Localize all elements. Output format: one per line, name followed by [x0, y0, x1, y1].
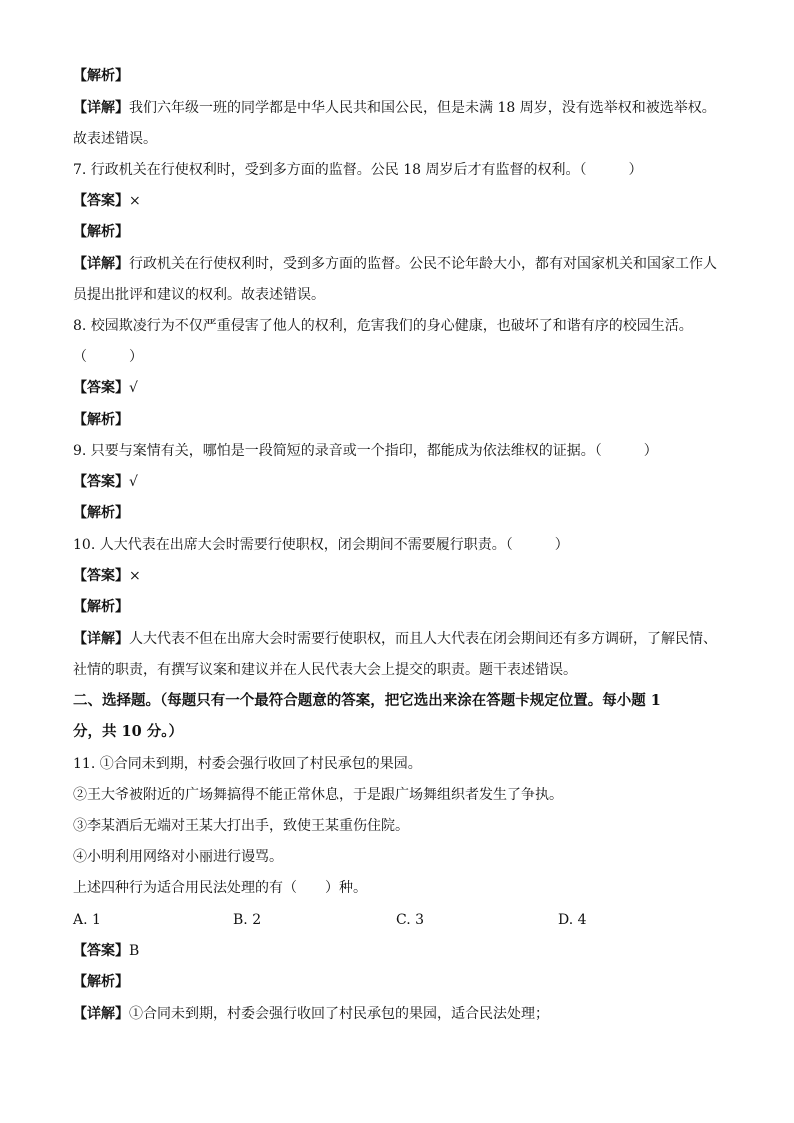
section-heading-continued: 分，共 10 分。）	[73, 723, 184, 740]
detail-line: 【详解】①合同未到期，村委会强行收回了村民承包的果园，适合民法处理；	[73, 1006, 549, 1022]
detail-line-continued: 故表述错误。	[73, 131, 157, 147]
detail-line-continued: 员提出批评和建议的权利。故表述错误。	[73, 287, 325, 303]
detail-line-continued: 社情的职责，有撰写议案和建议并在人民代表大会上提交的职责。题干表述错误。	[73, 662, 577, 678]
option-a: A. 1	[73, 912, 101, 928]
question-11-stem: 11. ①合同未到期，村委会强行收回了村民承包的果园。	[73, 756, 422, 772]
analysis-label: 【解析】	[73, 505, 129, 521]
question-8: 8. 校园欺凌行为不仅严重侵害了他人的权利，危害我们的身心健康，也破坏了和谐有序的校园生活。	[73, 318, 693, 334]
analysis-label: 【解析】	[73, 974, 129, 990]
question-9: 9. 只要与案情有关，哪怕是一段简短的录音或一个指印，都能成为依法维权的证据。（ ）	[73, 443, 658, 459]
option-b: B. 2	[233, 912, 262, 928]
question-7: 7. 行政机关在行使权利时，受到多方面的监督。公民 18 周岁后才有监督的权利。（ ）	[73, 162, 643, 178]
analysis-label: 【解析】	[73, 224, 129, 240]
option-c: C. 3	[396, 912, 425, 928]
detail-line: 【详解】人大代表不但在出席大会时需要行使职权，而且人大代表在闭会期间还有多方调研，了解民情、	[73, 631, 717, 647]
answer-line: 【答案】×	[73, 568, 141, 584]
detail-line: 【详解】我们六年级一班的同学都是中华人民共和国公民，但是未满 18 周岁，没有选举权和被选举权。	[73, 100, 716, 116]
question-8-paren: （ ）	[73, 349, 143, 365]
section-heading: 二、选择题。（每题只有一个最符合题意的答案，把它选出来涂在答题卡规定位置。每小题 1	[73, 692, 661, 709]
answer-line: 【答案】B	[73, 943, 140, 959]
question-11-item-4: ④小明利用网络对小丽进行谩骂。	[73, 849, 283, 865]
answer-line: 【答案】√	[73, 474, 138, 490]
option-d: D. 4	[558, 912, 587, 928]
analysis-label: 【解析】	[73, 599, 129, 615]
answer-line: 【答案】×	[73, 193, 141, 209]
analysis-label: 【解析】	[73, 412, 129, 428]
question-11-item-3: ③李某酒后无端对王某大打出手，致使王某重伤住院。	[73, 818, 409, 834]
question-11-question: 上述四种行为适合用民法处理的有（ ）种。	[73, 880, 367, 896]
analysis-label: 【解析】	[73, 68, 129, 84]
question-11-item-2: ②王大爷被附近的广场舞搞得不能正常休息，于是跟广场舞组织者发生了争执。	[73, 787, 563, 803]
answer-line: 【答案】√	[73, 380, 138, 396]
detail-line: 【详解】行政机关在行使权利时，受到多方面的监督。公民不论年龄大小，都有对国家机关和国家工作人	[73, 256, 717, 272]
question-10: 10. 人大代表在出席大会时需要行使职权，闭会期间不需要履行职责。（ ）	[73, 537, 569, 553]
